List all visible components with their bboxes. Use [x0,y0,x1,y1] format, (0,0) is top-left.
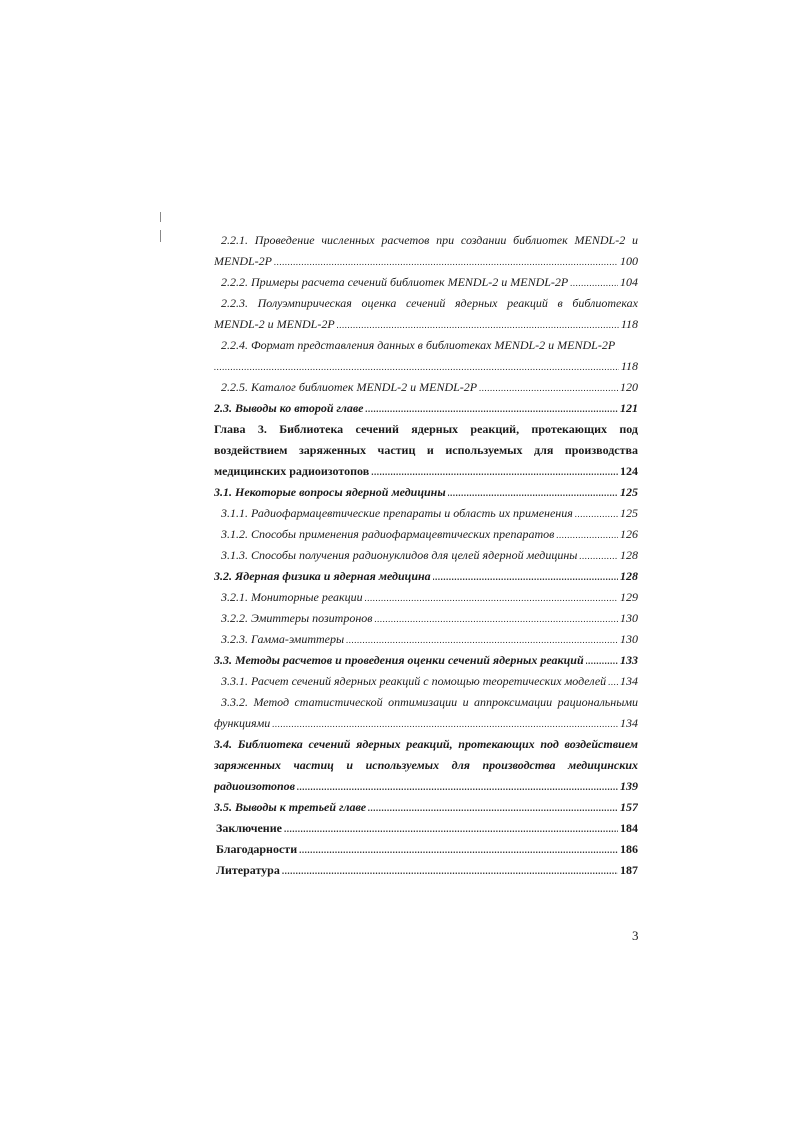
toc-page-number: 118 [620,359,638,373]
toc-page-number: 184 [620,821,638,835]
toc-entry-3-3[interactable] [214,650,638,671]
dot-leader [365,588,618,608]
toc-entry-conclusion[interactable] [214,818,638,839]
toc-page-number: 128 [620,548,638,562]
toc-chapter-3-line1: Глава 3. Библиотека сечений ядерных реакций, протекающих под [214,422,638,436]
dot-leader [214,357,619,377]
scan-mark-bottom [160,230,161,242]
dot-leader [608,672,618,692]
dot-leader [479,378,618,398]
dot-leader [433,567,618,587]
dot-leader [575,504,618,524]
page-number: 3 [632,928,639,943]
toc-entry-text: Заключение [216,821,282,835]
dot-leader [556,525,618,545]
toc-entry-3-1-3[interactable] [214,545,638,566]
toc-entry-text: 2.2.2. Примеры расчета сечений библиотек MENDL-2 и MENDL-2P [221,275,569,289]
toc-chapter-3[interactable] [214,461,638,482]
toc-entry-2-2-3-line1: 2.2.3. Полуэмпирическая оценка сечений ядерных реакций в библиотеках [221,296,638,310]
toc-entry-3-2-1[interactable] [214,587,638,608]
toc-entry-text: Благодарности [216,842,298,856]
toc-page-number: 125 [620,485,638,499]
toc-page-number: 134 [620,674,638,688]
toc-entry-2-3[interactable] [214,398,638,419]
toc-page-number: 129 [620,590,638,604]
toc-page-number: 124 [620,464,638,478]
toc-page-number: 120 [620,380,638,394]
toc-entry-text: медицинских радиоизотопов [214,464,370,478]
toc-page-number: 130 [620,611,638,625]
toc-page-number: 130 [620,632,638,646]
toc-entry-3-4-line2: заряженных частиц и используемых для производства медицинских [214,758,638,772]
dot-leader [586,651,618,671]
dot-leader [272,714,618,734]
toc-entry-text: MENDL-2P [214,254,272,268]
dot-leader [368,798,618,818]
toc-entry-3-4-line1: 3.4. Библиотека сечений ядерных реакций, протекающих под воздействием [214,737,638,751]
dot-leader [299,840,618,860]
toc-entry-3-1-2[interactable] [214,524,638,545]
toc-entry-2-2-1-line1: 2.2.1. Проведение численных расчетов при создании библиотек MENDL-2 и [221,233,638,247]
dot-leader [371,462,618,482]
scan-mark-top [160,212,161,222]
toc-entry-3-1-1[interactable] [214,503,638,524]
toc-entry-text: 3.2.2. Эмиттеры позитронов [221,611,373,625]
dot-leader [284,819,618,839]
toc-page-number: 157 [620,800,638,814]
toc-entry-text: 3.1.2. Способы применения радиофармацевтических препаратов [221,527,555,541]
toc-page-number: 125 [620,506,638,520]
toc-page-number: 134 [620,716,638,730]
toc-entry-text: 3.2.3. Гамма-эмиттеры [221,632,345,646]
toc-entry-acknowledgements[interactable] [214,839,638,860]
toc-page-number: 104 [620,275,638,289]
toc-entry-text: 3.1. Некоторые вопросы ядерной медицины [214,485,446,499]
toc-entry-3-3-1[interactable] [214,671,638,692]
toc-entry-3-3-2[interactable] [214,713,638,734]
toc-entry-text: 3.5. Выводы к третьей главе [214,800,367,814]
toc-entry-text: 3.1.1. Радиофармацевтические препараты и область их применения [221,506,573,520]
toc-entry-2-2-2[interactable] [214,272,638,293]
toc-entry-text: радиоизотопов [214,779,296,793]
toc-page-number: 128 [620,569,638,583]
dot-leader [570,273,618,293]
dot-leader [579,546,618,566]
toc-entry-literature[interactable] [214,860,638,881]
toc-entry-text: функциями [214,716,271,730]
toc-entry-text: 2.3. Выводы ко второй главе [214,401,364,415]
toc-entry-3-3-2-line1: 3.3.2. Метод статистической оптимизации и аппроксимации рациональными [221,695,638,709]
toc-page-number: 187 [620,863,638,877]
toc-page-number: 126 [620,527,638,541]
toc-entry-3-4[interactable] [214,776,638,797]
dot-leader [337,315,619,335]
table-of-contents [214,230,638,881]
toc-page-number: 121 [620,401,638,415]
toc-entry-2-2-4[interactable] [214,356,638,377]
toc-entry-2-2-4-line1: 2.2.4. Формат представления данных в библиотеках MENDL-2 и MENDL-2P [221,338,616,352]
dot-leader [297,777,618,797]
toc-entry-2-2-3[interactable] [214,314,638,335]
dot-leader [374,609,618,629]
toc-entry-text: Литература [216,863,280,877]
toc-entry-2-2-5[interactable] [214,377,638,398]
toc-entry-3-1[interactable] [214,482,638,503]
dot-leader [274,252,618,272]
dot-leader [365,399,618,419]
toc-page-number: 133 [620,653,638,667]
toc-entry-text: 3.2.1. Мониторные реакции [221,590,363,604]
dot-leader [448,483,618,503]
toc-entry-3-2[interactable] [214,566,638,587]
toc-entry-text: 3.3. Методы расчетов и проведения оценки сечений ядерных реакций [214,653,584,667]
toc-entry-text: 3.1.3. Способы получения радионуклидов для целей ядерной медицины [221,548,578,562]
toc-entry-text: MENDL-2 и MENDL-2P [214,317,335,331]
dot-leader [346,630,618,650]
toc-page-number: 139 [620,779,638,793]
dot-leader [282,861,618,881]
toc-chapter-3-line2: воздействием заряженных частиц и используемых для производства [214,443,638,457]
toc-entry-3-2-2[interactable] [214,608,638,629]
toc-entry-text: 3.3.1. Расчет сечений ядерных реакций с помощью теоретических моделей [221,674,607,688]
toc-entry-text: 3.2. Ядерная физика и ядерная медицина [214,569,431,583]
toc-page-number: 186 [620,842,638,856]
toc-entry-2-2-1[interactable] [214,251,638,272]
toc-page-number: 118 [620,317,638,331]
toc-entry-3-5[interactable] [214,797,638,818]
toc-entry-text: 2.2.5. Каталог библиотек MENDL-2 и MENDL-2P [221,380,478,394]
toc-entry-3-2-3[interactable] [214,629,638,650]
toc-page-number: 100 [620,254,638,268]
